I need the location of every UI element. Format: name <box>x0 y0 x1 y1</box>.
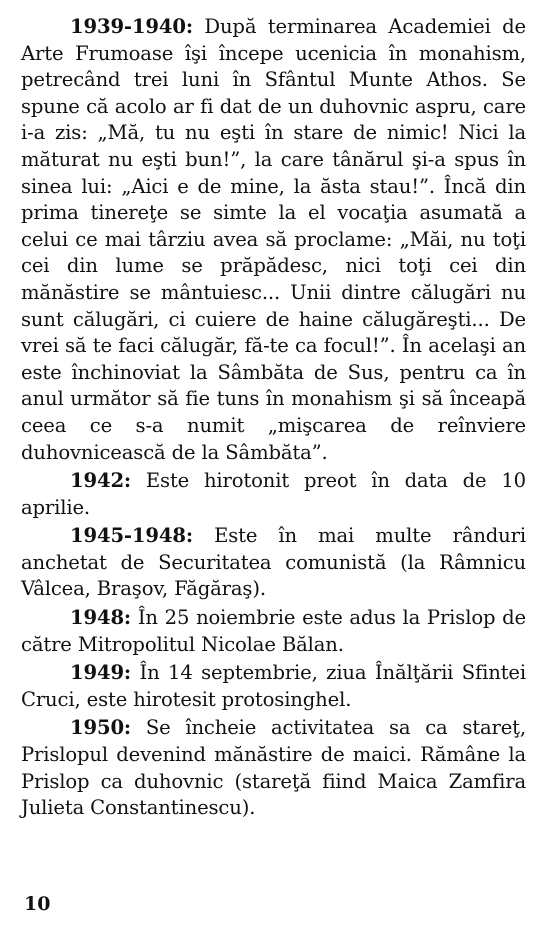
entry-date: 1945-1948: <box>70 524 193 548</box>
entry-date: 1939-1940: <box>70 15 193 38</box>
chronology-entry <box>21 523 526 603</box>
chronology-entry <box>21 605 526 658</box>
entry-text: În 14 septembrie, ziua Înălţării Sfintei Cruci, este hirotesit protosinghel. <box>21 661 526 711</box>
entry-text: Se încheie activitatea sa ca stareţ, Prislopul devenind mănăstire de maici. Rămâne la Prislop ca duhovnic (stareţă fiind Maica Zamfira Julieta Constantinescu). <box>21 716 526 820</box>
chronology-entry <box>21 660 526 713</box>
entry-date: 1948: <box>70 606 132 630</box>
entry-text: După terminarea Academiei de Arte Frumoase îşi începe ucenicia în monahism, petrecând trei luni în Sfântul Munte Athos. Se spune că acolo ar fi dat de un duhovnic aspru, care i-a zis: „Mă, tu nu eşti în stare de nimic! Nici la măturat nu eşti bun!”, la care tânărul şi-a spus în sinea lui: „Aici e de mine, la ăsta stau!”. Încă din prima tinereţe se simte la el vocaţia asumată a celui ce mai târziu avea să proclame: „Măi, nu toţi cei din lume se prăpădesc, nici toţi cei din mănăstire se mântuiesc... Unii dintre călugări nu sunt călugări, ci cuiere de haine călugăreşti... De vrei să te faci călugăr, fă-te ca focul!”. În acelaşi an este închinoviat la Sâmbăta de Sus, pentru ca în anul următor să fie tuns în monahism şi să înceapă ceea ce s-a numit „mişcarea de reînviere duhovnicească de la Sâmbăta”. <box>21 15 526 464</box>
chronology-entry <box>21 14 526 466</box>
chronology-entry <box>21 468 526 521</box>
entry-date: 1942: <box>70 469 132 493</box>
entry-date: 1949: <box>70 661 132 685</box>
page-number: 10 <box>24 893 51 915</box>
entry-date: 1950: <box>70 716 132 740</box>
entry-text: Este hirotonit preot în data de 10 aprilie. <box>21 469 526 519</box>
entry-text: În 25 noiembrie este adus la Prislop de către Mitropolitul Nicolae Bălan. <box>21 606 526 656</box>
entry-text: Este în mai multe rânduri anchetat de Securitatea comunistă (la Râmnicu Vâlcea, Braşov, Făgăraş). <box>21 524 526 601</box>
chronology-entry <box>21 715 526 821</box>
page-body <box>21 14 526 824</box>
